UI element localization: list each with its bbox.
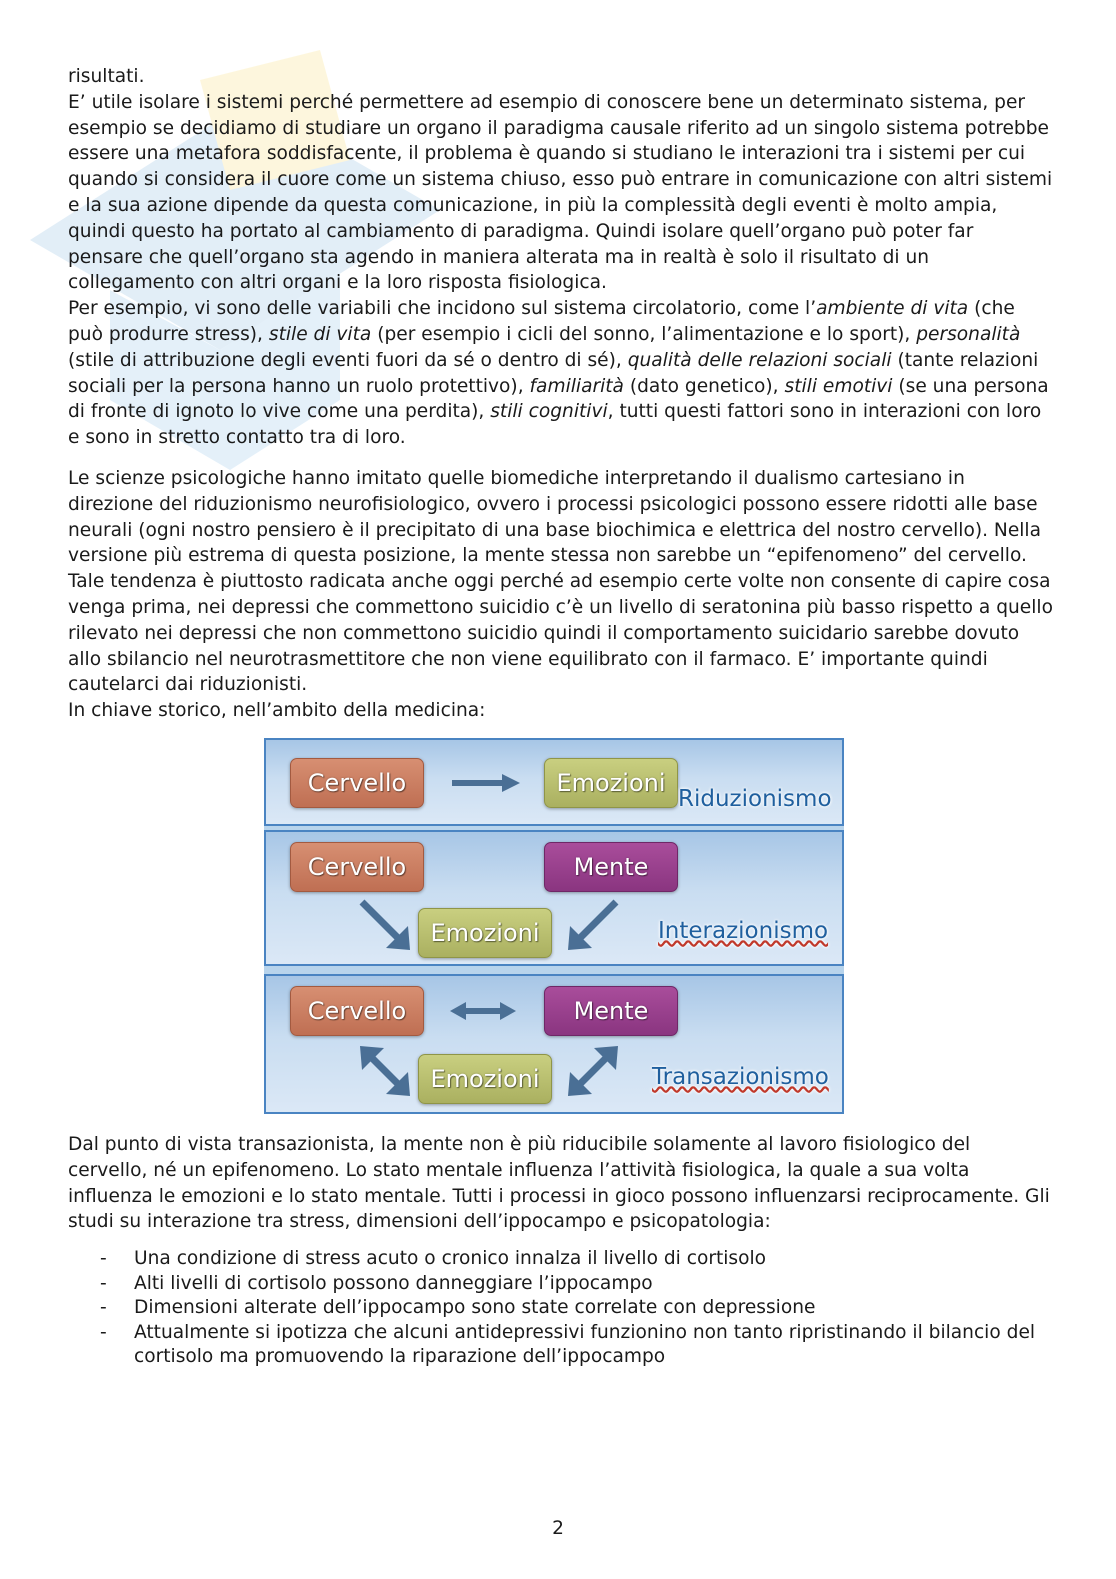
label-interazionismo: Interazionismo [658,917,829,944]
label-riduzionismo: Riduzionismo [678,785,832,812]
list-item: - Una condizione di stress acuto o cronico innalza il livello di cortisolo [100,1248,767,1270]
list-item: - Alti livelli di cortisolo possono danneggiare l’ippocampo [100,1272,653,1294]
arrow-right-icon [452,774,520,792]
panel-transazionismo [264,974,844,1114]
paragraph-4: Le scienze psicologiche hanno imitato quelle biomediche interpretando il dualismo cartesiano in direzione del riduzionismo neurofisiologico, ovvero i processi psicologici possono essere ridotti alle base neurali (ogni nostro pensiero è il precipitato di una base biochimica e elettrica del nostro cervello). Nella versione più estrema di questa posizione, la mente stessa non sarebbe un “epifenomeno” del cervello. Tale tendenza è piuttosto radicata anche oggi perché ad esempio certe volte non consente di capire cosa venga prima, nei depressi che commettono suicidio c’è un livello di seratonina più basso rispetto a quello rilevato nei depressi che non commettono suicidio quindi il comportamento suicidario sarebbe dovuto allo sbilancio nel neurotrasmettitore che non viene equilibrato con il farmaco. E’ importante quindi cautelarci dai riduzionisti. [68,467,1053,696]
list-item: - Attualmente si ipotizza che alcuni antidepressivi funzionino non tanto ripristinando il bilancio del cortisolo ma promuovendo la riparazione dell’ippocampo [100,1321,1036,1368]
panel-interazionismo [264,830,844,966]
box-cervello: Cervello [290,842,424,892]
arrow-bidirectional-diagonal-icon [358,1044,412,1098]
box-cervello: Cervello [290,758,424,808]
box-emozioni: Emozioni [418,908,552,958]
paradigm-diagram [264,738,844,1114]
arrow-down-right-icon [358,898,412,952]
box-mente: Mente [544,986,678,1036]
document-body [68,64,1053,1370]
bullet-list [68,1247,1053,1370]
box-mente: Mente [544,842,678,892]
paragraph-1: risultati. [68,66,145,87]
paragraph-2: E’ utile isolare i sistemi perché permettere ad esempio di conoscere bene un determinato sistema, per esempio se decidiamo di studiare un organo il paradigma causale riferito ad un singolo sistema potrebbe essere una metafora soddisfacente, il problema è quando si studiano le interazioni tra i sistemi per cui quando si considera il cuore come un sistema chiuso, esso può entrare in comunicazione con altri sistemi e la sua azione dipende da questa comunicazione, in più la complessità degli eventi è molto ampia, quindi questo ha portato al cambiamento di paradigma. Quindi isolare quell’organo può poter far pensare che quell’organo sta agendo in maniera alterata ma in realtà è solo il risultato di un collegamento con altri organi e la loro risposta fisiologica. [68,91,1053,294]
page-number: 2 [552,1518,564,1539]
arrow-bidirectional-icon [450,1002,516,1020]
label-transazionismo: Transazionismo [652,1063,829,1090]
arrow-bidirectional-diagonal-icon [566,1044,620,1098]
box-emozioni: Emozioni [544,758,678,808]
box-emozioni: Emozioni [418,1054,552,1104]
paragraph-5: In chiave storico, nell’ambito della medicina: [68,700,486,722]
panel-riduzionismo [264,738,844,826]
paragraph-3: Per esempio, vi sono delle variabili che incidono sul sistema circolatorio, come l’ambiente di vita (che può produrre stress), stile di vita (per esempio i cicli del sonno, l’alimentazione e lo sport), personalità (stile di attribuzione degli eventi fuori da sé o dentro di sé), qualità delle relazioni sociali (tante relazioni sociali per la persona hanno un ruolo protettivo), familiarità (dato genetico), stili emotivi (se una persona di fronte di ignoto lo vive come una perdita), stili cognitivi, tutti questi fattori sono in interazioni con loro e sono in stretto contatto tra di loro. [68,298,1049,449]
list-item: - Dimensioni alterate dell’ippocampo sono state correlate con depressione [100,1297,816,1319]
arrow-down-left-icon [566,898,620,952]
box-cervello: Cervello [290,986,424,1036]
paragraph-6: Dal punto di vista transazionista, la mente non è più riducibile solamente al lavoro fisiologico del cervello, né un epifenomeno. Lo stato mentale influenza l’attività fisiologica, la quale a sua volta influenza le emozioni e lo stato mentale. Tutti i processi in gioco possono influenzarsi reciprocamente. Gli studi su interazione tra stress, dimensioni dell’ippocampo e psicopatologia: [68,1133,1050,1233]
